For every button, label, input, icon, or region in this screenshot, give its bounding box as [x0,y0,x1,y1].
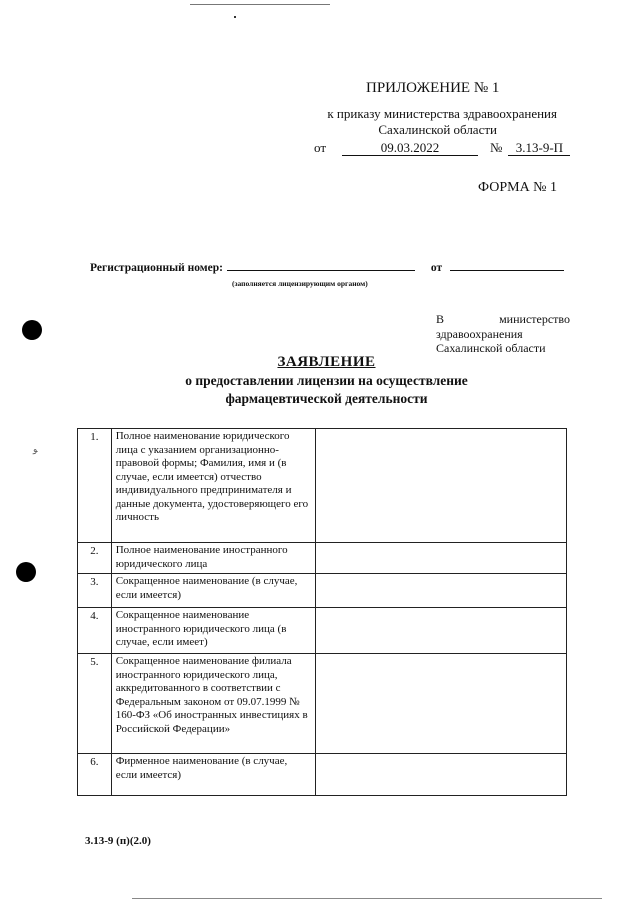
row-value-field[interactable] [315,574,566,608]
order-reference-line2: Сахалинской области [378,122,497,137]
row-label: Сокращенное наименование (в случае, если имеется) [111,574,315,608]
addressee: В министерство здравоохранения Сахалинской области [436,312,570,355]
row-number: 6. [78,754,112,796]
punch-hole-top [22,320,42,340]
form-number: ФОРМА № 1 [478,180,558,195]
row-value-field[interactable] [315,429,566,543]
application-form-table [77,428,567,796]
title-main: ЗАЯВЛЕНИЕ [277,354,376,370]
row-number: 2. [78,543,112,574]
table-row [78,429,567,543]
order-reference-line1: к приказу министерства здравоохранения [327,106,557,121]
order-date: 09.03.2022 [342,141,478,156]
order-date-row [314,140,570,156]
table-row [78,574,567,608]
row-label: Полное наименование иностранного юридического лица [111,543,315,574]
row-value-field[interactable] [315,754,566,796]
row-number: 4. [78,608,112,654]
row-label: Сокращенное наименование филиала иностранного юридического лица, аккредитованного в соответствии с Федеральным законом от 09.07.1999 № 160-ФЗ «Об иностранных инвестициях в Российской Федерации» [111,654,315,754]
table-row [78,754,567,796]
title-line3: фармацевтической деятельности [225,391,428,406]
row-number: 3. [78,574,112,608]
table-row [78,543,567,574]
punch-hole-bottom [16,562,36,582]
margin-mark: ﻮ [33,444,38,454]
appendix-title: ПРИЛОЖЕНИЕ № 1 [366,80,500,96]
row-label: Фирменное наименование (в случае, если имеется) [111,754,315,796]
registration-number-field [227,270,415,271]
order-number: 3.13-9-П [508,141,570,156]
row-value-field[interactable] [315,654,566,754]
row-value-field[interactable] [315,608,566,654]
row-number: 1. [78,429,112,543]
row-number: 5. [78,654,112,754]
order-number-prefix: № [490,140,503,155]
scan-speck [234,16,236,18]
top-rule [190,4,330,5]
table-row [78,654,567,754]
registration-date-prefix: от [430,262,443,274]
form-code: 3.13-9 (п)(2.0) [85,835,151,847]
table-row [78,608,567,654]
row-value-field[interactable] [315,543,566,574]
registration-label: Регистрационный номер: [90,262,223,274]
row-label: Сокращенное наименование иностранного юридического лица (в случае, если имеет) [111,608,315,654]
document-title [0,354,619,407]
registration-note: (заполняется лицензирующим органом) [232,279,368,288]
order-date-prefix: от [314,140,327,155]
row-label: Полное наименование юридического лица с указанием организационно-правовой формы; Фамилия, имя и (в случае, если имеется) отчество индивидуального предпринимателя и данные документа, удостоверяющего его личность [111,429,315,543]
title-line2: о предоставлении лицензии на осуществление [185,373,468,388]
registration-date-field [450,270,564,271]
registration-row [90,262,564,274]
bottom-rule [132,898,602,899]
